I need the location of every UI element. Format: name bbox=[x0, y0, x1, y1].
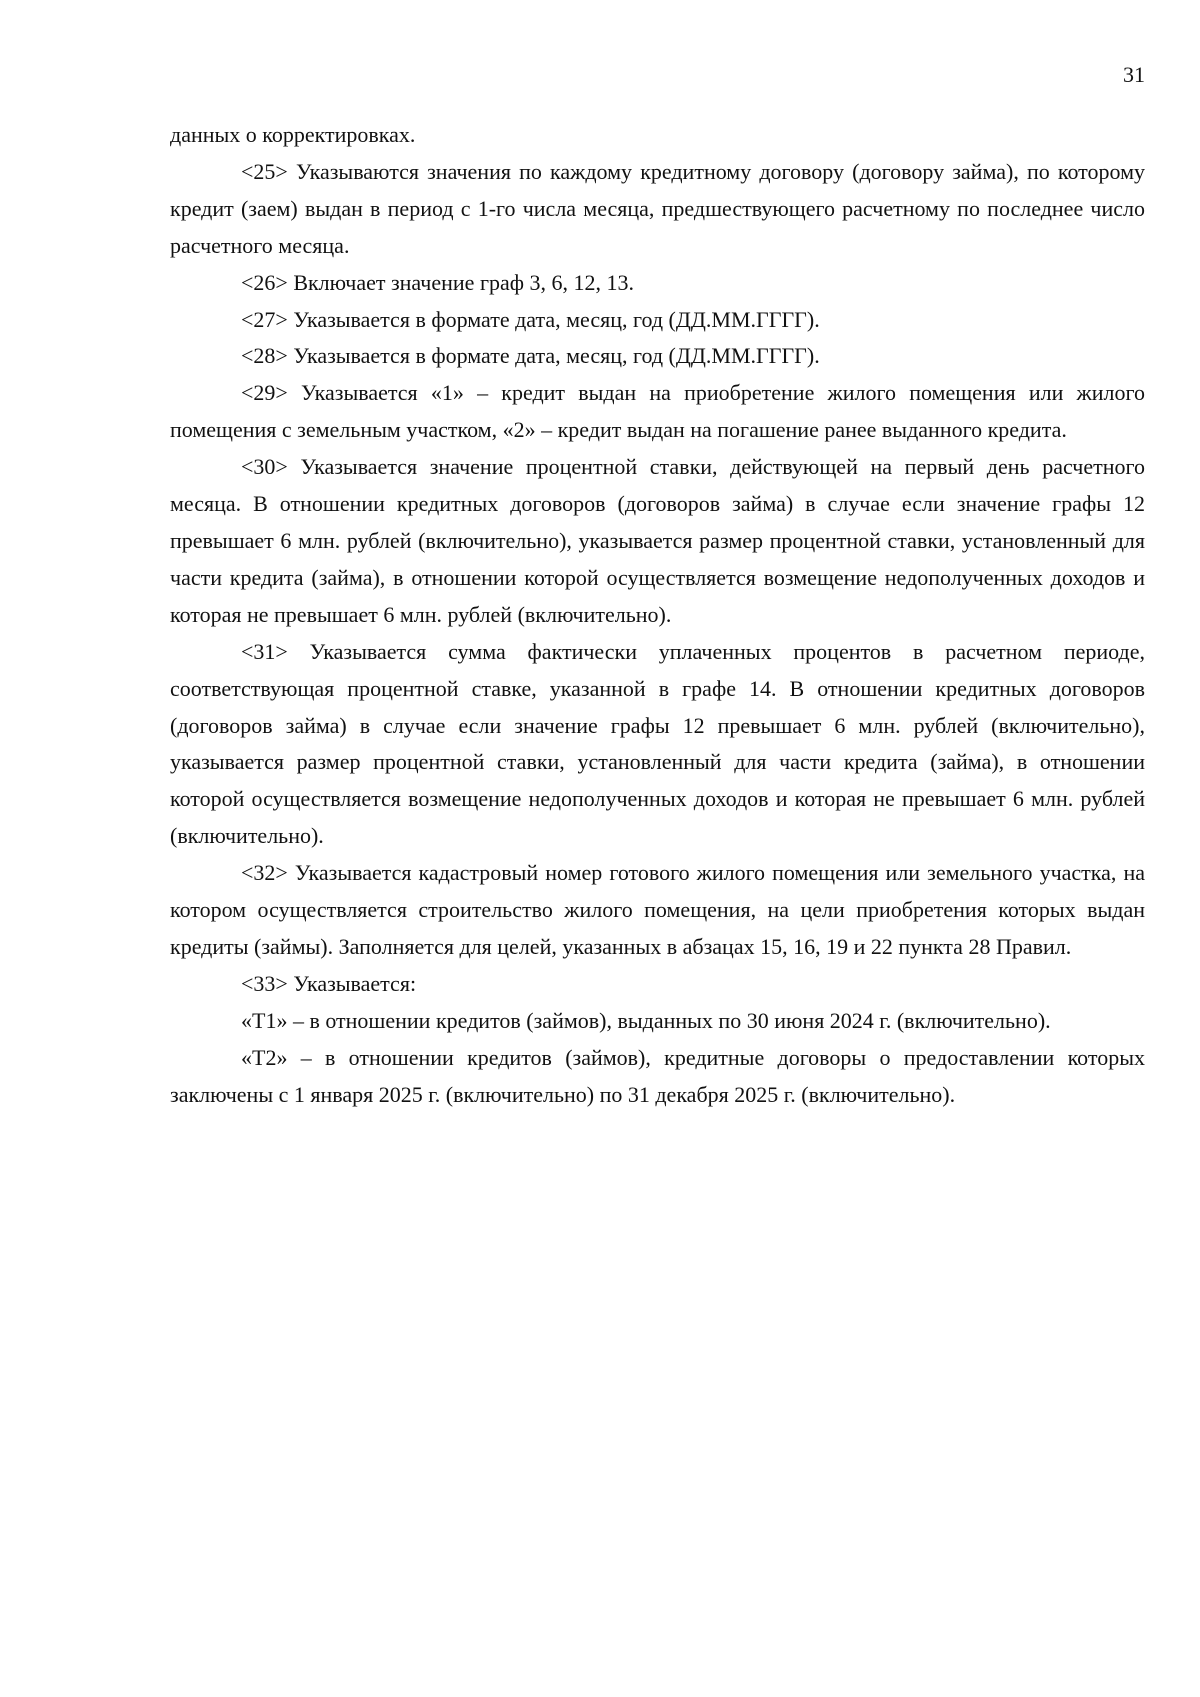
paragraph-continuation: данных о корректировках. bbox=[170, 122, 416, 147]
paragraph-note-32: <32> Указывается кадастровый номер готового жилого помещения или земельного участка, на котором осуществляется строительство жилого помещения, на цели приобретения которых выдан кредиты (займы). Заполняется для целей, указанных в абзацах 15, 16, 19 и 22 пункта 28 Правил. bbox=[170, 860, 1145, 959]
document-body bbox=[170, 117, 1145, 1113]
paragraph-t2: «Т2» – в отношении кредитов (займов), кредитные договоры о предоставлении которых заключены с 1 января 2025 г. (включительно) по 31 декабря 2025 г. (включительно). bbox=[170, 1044, 1145, 1107]
paragraph-note-25: <25> Указываются значения по каждому кредитному договору (договору займа), по которому кредит (заем) выдан в период с 1-го числа месяца, предшествующего расчетному по последнее число расчетного месяца. bbox=[170, 158, 1145, 258]
paragraph-t1: «Т1» – в отношении кредитов (займов), выданных по 30 июня 2024 г. (включительно). bbox=[241, 1007, 1051, 1033]
paragraph-note-31: <31> Указывается сумма фактически уплаченных процентов в расчетном периоде, соответствующая процентной ставке, указанной в графе 14. В отношении кредитных договоров (договоров займа) в случае если значение графы 12 превышает 6 млн. рублей (включительно), указывается размер процентной ставки, установленный для части кредита (займа), в отношении которой осуществляется возмещение недополученных доходов и которая не превышает 6 млн. рублей (включительно). bbox=[170, 638, 1145, 849]
paragraph-note-28: <28> Указывается в формате дата, месяц, год (ДД.ММ.ГГГГ). bbox=[241, 343, 820, 369]
paragraph-note-30: <30> Указывается значение процентной ставки, действующей на первый день расчетного месяца. В отношении кредитных договоров (договоров займа) в случае если значение графы 12 превышает 6 млн. рублей (включительно), указывается размер процентной ставки, установленный для части кредита (займа), в отношении которой осуществляется возмещение недополученных доходов и которая не превышает 6 млн. рублей (включительно). bbox=[170, 454, 1145, 627]
paragraph-note-33: <33> Указывается: bbox=[241, 970, 417, 996]
paragraph-note-29: <29> Указывается «1» – кредит выдан на приобретение жилого помещения или жилого помещения с земельным участком, «2» – кредит выдан на погашение ранее выданного кредита. bbox=[170, 380, 1145, 443]
paragraph-note-26: <26> Включает значение граф 3, 6, 12, 13. bbox=[241, 269, 634, 295]
paragraph-note-27: <27> Указывается в формате дата, месяц, год (ДД.ММ.ГГГГ). bbox=[241, 306, 820, 332]
page-number: 31 bbox=[1123, 62, 1145, 87]
